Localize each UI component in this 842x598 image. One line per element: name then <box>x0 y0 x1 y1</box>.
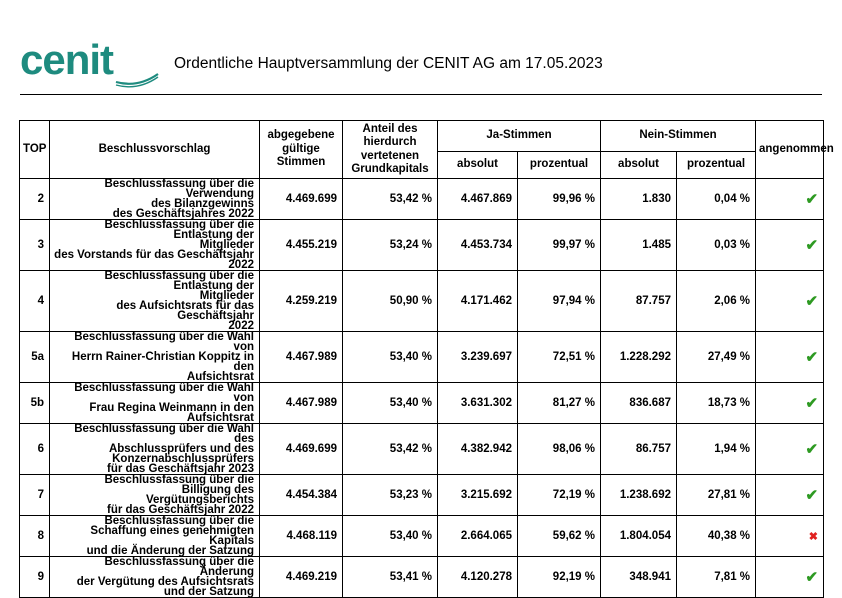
header-nein-absolut: absolut <box>601 152 677 179</box>
table-row <box>20 271 824 332</box>
check-icon: ✔ <box>805 569 819 586</box>
cell-abgegebene-stimmen: 4.454.384 <box>260 475 343 516</box>
cell-nein-prozentual: 18,73 % <box>677 383 756 424</box>
header-ja-prozentual: prozentual <box>518 152 601 179</box>
cell-nein-absolut: 1.238.692 <box>601 475 677 516</box>
header-abgegebene-stimmen: abgegebene gültige Stimmen <box>260 121 343 179</box>
header-ja-stimmen: Ja-Stimmen <box>438 121 601 152</box>
cell-abgegebene-stimmen: 4.455.219 <box>260 220 343 271</box>
check-icon: ✔ <box>805 395 819 412</box>
cell-beschlussvorschlag: Beschlussfassung über die Entlastung der Mitglieder des Vorstands für das Geschäftsjahr 2022 <box>50 220 260 271</box>
cell-nein-absolut: 86.757 <box>601 424 677 475</box>
cell-ja-absolut: 4.120.278 <box>438 557 518 598</box>
cell-ja-absolut: 4.382.942 <box>438 424 518 475</box>
cell-angenommen <box>756 475 824 516</box>
check-icon: ✔ <box>805 237 819 254</box>
cell-abgegebene-stimmen: 4.259.219 <box>260 271 343 332</box>
header-top: TOP <box>20 121 50 179</box>
cell-ja-prozentual: 98,06 % <box>518 424 601 475</box>
cell-beschlussvorschlag: Beschlussfassung über die Billigung des Vergütungsberichts für das Geschäftsjahr 2022 <box>50 475 260 516</box>
cell-angenommen <box>756 271 824 332</box>
cell-abgegebene-stimmen: 4.469.699 <box>260 179 343 220</box>
cell-top: 3 <box>20 220 50 271</box>
table-row <box>20 179 824 220</box>
table-row <box>20 424 824 475</box>
cell-ja-absolut: 4.453.734 <box>438 220 518 271</box>
table-row <box>20 557 824 598</box>
cell-abgegebene-stimmen: 4.469.699 <box>260 424 343 475</box>
cell-angenommen <box>756 557 824 598</box>
cell-top: 7 <box>20 475 50 516</box>
cell-abgegebene-stimmen: 4.468.119 <box>260 516 343 557</box>
cell-beschlussvorschlag: Beschlussfassung über die Entlastung der Mitglieder des Aufsichtsrats für das Geschäftsjahr 2022 <box>50 271 260 332</box>
header-nein-prozentual: prozentual <box>677 152 756 179</box>
cell-anteil: 53,23 % <box>343 475 438 516</box>
cell-angenommen <box>756 516 824 557</box>
header-beschlussvorschlag: Beschlussvorschlag <box>50 121 260 179</box>
cell-anteil: 53,42 % <box>343 424 438 475</box>
cell-ja-prozentual: 97,94 % <box>518 271 601 332</box>
cell-abgegebene-stimmen: 4.467.989 <box>260 383 343 424</box>
cell-abgegebene-stimmen: 4.469.219 <box>260 557 343 598</box>
cell-top: 8 <box>20 516 50 557</box>
table-row <box>20 475 824 516</box>
cell-nein-prozentual: 2,06 % <box>677 271 756 332</box>
cell-ja-absolut: 4.171.462 <box>438 271 518 332</box>
cell-nein-absolut: 836.687 <box>601 383 677 424</box>
cell-nein-prozentual: 27,81 % <box>677 475 756 516</box>
cell-nein-absolut: 1.485 <box>601 220 677 271</box>
cell-nein-prozentual: 0,03 % <box>677 220 756 271</box>
cell-angenommen <box>756 220 824 271</box>
voting-results-table <box>19 120 834 598</box>
cell-ja-prozentual: 72,51 % <box>518 332 601 383</box>
cell-nein-prozentual: 7,81 % <box>677 557 756 598</box>
cell-nein-prozentual: 27,49 % <box>677 332 756 383</box>
cell-angenommen <box>756 332 824 383</box>
cell-nein-absolut: 1.830 <box>601 179 677 220</box>
cell-ja-absolut: 2.664.065 <box>438 516 518 557</box>
check-icon: ✔ <box>805 191 819 208</box>
cell-ja-prozentual: 59,62 % <box>518 516 601 557</box>
cell-abgegebene-stimmen: 4.467.989 <box>260 332 343 383</box>
cenit-logo <box>20 38 160 88</box>
table-row <box>20 516 824 557</box>
cell-angenommen <box>756 179 824 220</box>
cell-ja-absolut: 3.631.302 <box>438 383 518 424</box>
cell-beschlussvorschlag: Beschlussfassung über die Wahl des Abschlussprüfers und des Konzernabschlussprüfers für das Geschäftsjahr 2023 <box>50 424 260 475</box>
cell-beschlussvorschlag: Beschlussfassung über die Wahl von Frau Regina Weinmann in den Aufsichtsrat <box>50 383 260 424</box>
check-icon: ✔ <box>805 293 819 310</box>
cell-ja-prozentual: 99,97 % <box>518 220 601 271</box>
cell-ja-prozentual: 92,19 % <box>518 557 601 598</box>
cell-beschlussvorschlag: Beschlussfassung über die Änderung der Vergütung des Aufsichtsrats und der Satzung <box>50 557 260 598</box>
cell-nein-absolut: 1.804.054 <box>601 516 677 557</box>
header-anteil-grundkapital: Anteil des hierdurch vertetenen Grundkapitals <box>343 121 438 179</box>
cell-top: 9 <box>20 557 50 598</box>
cell-ja-absolut: 3.239.697 <box>438 332 518 383</box>
cell-angenommen <box>756 383 824 424</box>
header-nein-stimmen: Nein-Stimmen <box>601 121 756 152</box>
check-icon: ✔ <box>805 349 819 366</box>
cell-nein-prozentual: 40,38 % <box>677 516 756 557</box>
table-body <box>20 179 824 598</box>
table-row <box>20 220 824 271</box>
cell-nein-prozentual: 0,04 % <box>677 179 756 220</box>
cell-ja-absolut: 4.467.869 <box>438 179 518 220</box>
header-divider <box>20 94 822 95</box>
header-ja-absolut: absolut <box>438 152 518 179</box>
cell-top: 4 <box>20 271 50 332</box>
cell-anteil: 53,40 % <box>343 383 438 424</box>
check-icon: ✔ <box>805 487 819 504</box>
cell-nein-prozentual: 1,94 % <box>677 424 756 475</box>
cell-anteil: 53,40 % <box>343 516 438 557</box>
cell-ja-prozentual: 81,27 % <box>518 383 601 424</box>
cell-top: 6 <box>20 424 50 475</box>
cell-beschlussvorschlag: Beschlussfassung über die Wahl von Herrn Rainer-Christian Koppitz in den Aufsichtsrat <box>50 332 260 383</box>
cell-nein-absolut: 87.757 <box>601 271 677 332</box>
document-title: Ordentliche Hauptversammlung der CENIT AG am 17.05.2023 <box>174 55 603 72</box>
cell-top: 2 <box>20 179 50 220</box>
cell-top: 5a <box>20 332 50 383</box>
cell-top: 5b <box>20 383 50 424</box>
cell-ja-prozentual: 72,19 % <box>518 475 601 516</box>
cell-anteil: 53,42 % <box>343 179 438 220</box>
cell-anteil: 53,24 % <box>343 220 438 271</box>
header-angenommen: angenommen <box>756 121 824 179</box>
cell-beschlussvorschlag: Beschlussfassung über die Verwendung des Bilanzgewinns des Geschäftsjahres 2022 <box>50 179 260 220</box>
cell-anteil: 50,90 % <box>343 271 438 332</box>
logo-text: cenit <box>20 38 114 83</box>
cell-anteil: 53,40 % <box>343 332 438 383</box>
cell-ja-absolut: 3.215.692 <box>438 475 518 516</box>
table-row <box>20 383 824 424</box>
cell-nein-absolut: 1.228.292 <box>601 332 677 383</box>
cell-nein-absolut: 348.941 <box>601 557 677 598</box>
check-icon: ✔ <box>805 441 819 458</box>
cell-anteil: 53,41 % <box>343 557 438 598</box>
cell-beschlussvorschlag: Beschlussfassung über die Schaffung eines genehmigten Kapitals und die Änderung der Satzung <box>50 516 260 557</box>
cell-ja-prozentual: 99,96 % <box>518 179 601 220</box>
table-row <box>20 332 824 383</box>
cross-icon: ✖ <box>808 530 819 543</box>
cell-angenommen <box>756 424 824 475</box>
